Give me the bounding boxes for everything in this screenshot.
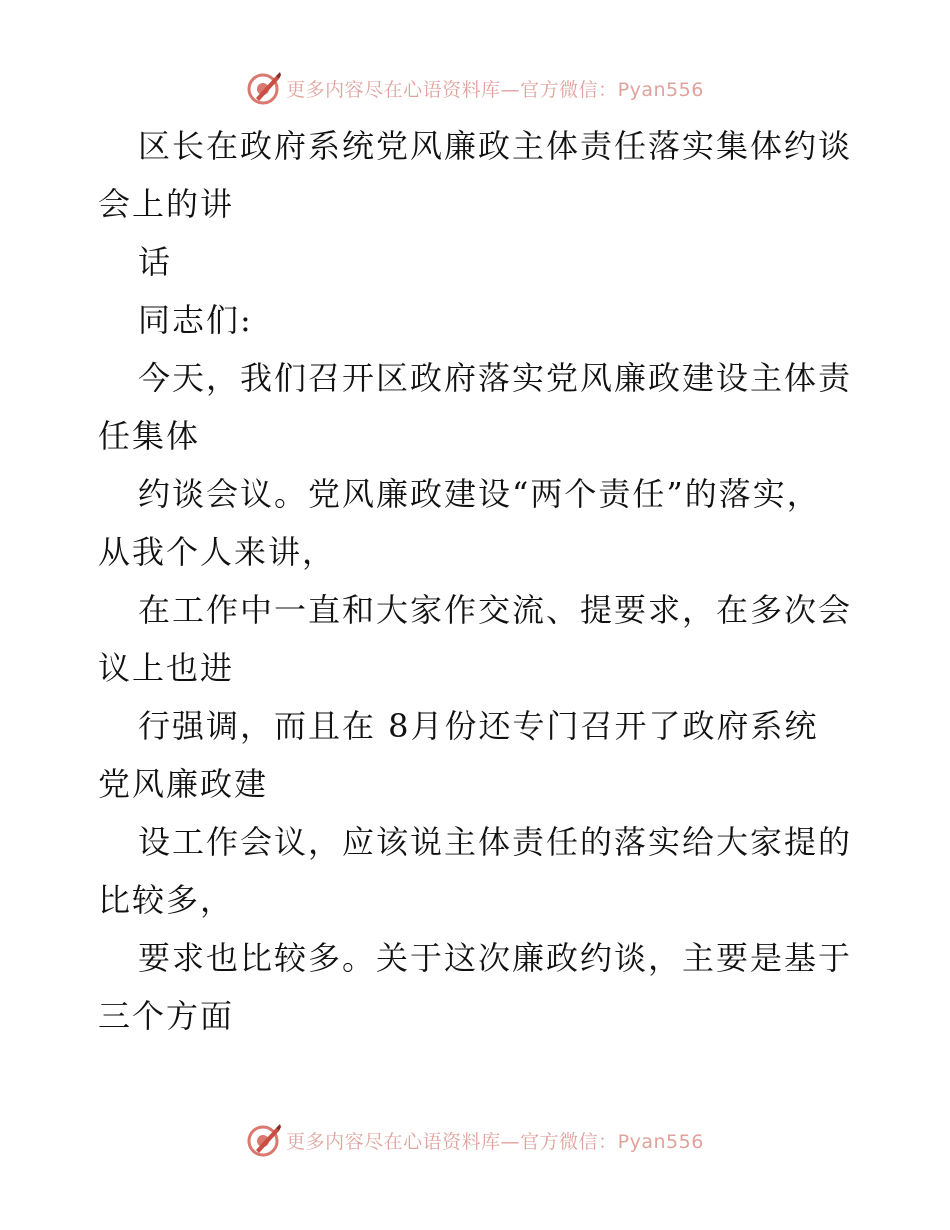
text-line: 区长在政府系统党风廉政主体责任落实集体约谈 xyxy=(138,127,853,165)
text-line: 设工作会议，应该说主体责任的落实给大家提的 xyxy=(138,823,853,861)
text-line: 同志们: xyxy=(138,301,253,339)
text-line: 约谈会议。党风廉政建设“两个责任”的落实， xyxy=(138,475,821,513)
watermark-text: 更多内容尽在心语资料库—官方微信：Pyan556 xyxy=(286,1130,704,1153)
text-line: 今天，我们召开区政府落实党风廉政建设主体责 xyxy=(138,359,853,397)
footer-watermark xyxy=(0,1120,950,1160)
header-watermark xyxy=(0,68,950,108)
watermark-text: 更多内容尽在心语资料库—官方微信：Pyan556 xyxy=(286,78,704,101)
text-line: 话 xyxy=(138,243,173,281)
text-line: 行强调，而且在 8月份还专门召开了政府系统 xyxy=(138,707,819,745)
text-line: 比较多， xyxy=(98,881,235,919)
text-line: 会上的讲 xyxy=(98,185,235,223)
text-line: 党风廉政建 xyxy=(98,765,269,803)
text-line: 议上也进 xyxy=(98,649,235,687)
pen-logo-icon xyxy=(246,70,282,106)
text-line: 要求也比较多。关于这次廉政约谈，主要是基于 xyxy=(138,939,853,977)
text-line: 三个方面 xyxy=(98,997,235,1035)
text-line: 任集体 xyxy=(98,417,201,455)
text-line: 从我个人来讲， xyxy=(98,533,337,571)
text-line: 在工作中一直和大家作交流、提要求，在多次会 xyxy=(138,591,853,629)
pen-logo-icon xyxy=(246,1122,282,1158)
